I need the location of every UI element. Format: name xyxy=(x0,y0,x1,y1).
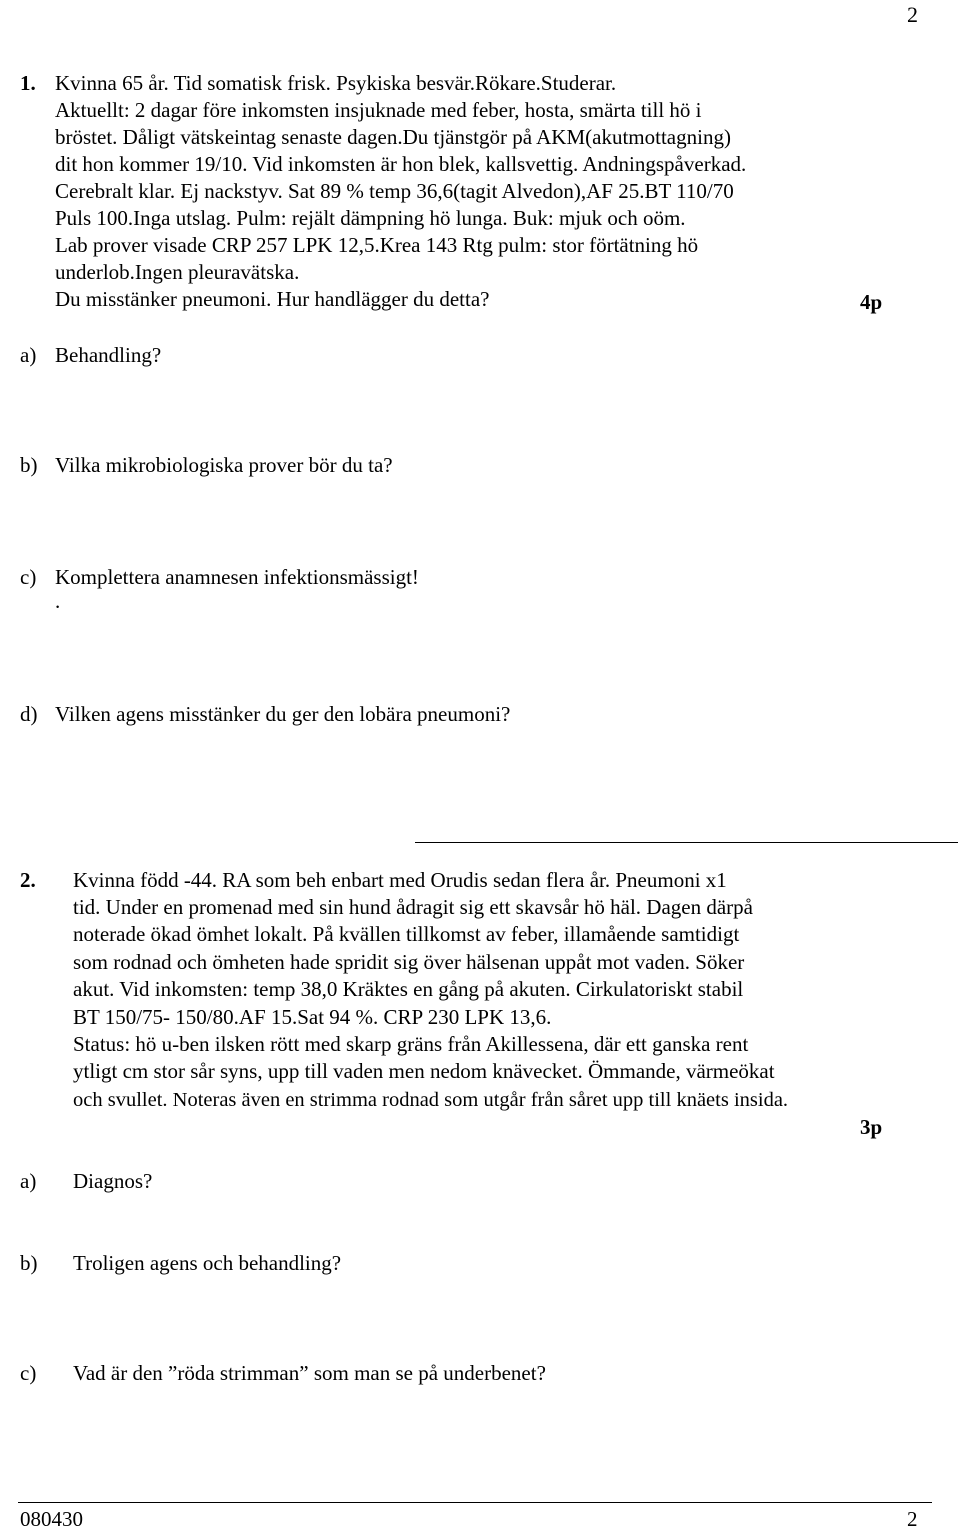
q2-line: ytligt cm stor sår syns, upp till vaden men nedom knävecket. Ömmande, värmeökat xyxy=(73,1059,775,1083)
q2-line: BT 150/75- 150/80.AF 15.Sat 94 %. CRP 230 LPK 13,6. xyxy=(73,1005,552,1029)
q2-line: Status: hö u-ben ilsken rött med skarp gräns från Akillessena, där ett ganska rent xyxy=(73,1032,749,1056)
question-2-number: 2. xyxy=(20,868,36,892)
sub-label: c) xyxy=(20,1361,37,1385)
q2-line: akut. Vid inkomsten: temp 38,0 Kräktes en gång på akuten. Cirkulatoriskt stabil xyxy=(73,977,744,1001)
q1-line: Kvinna 65 år. Tid somatisk frisk. Psykiska besvär.Rökare.Studerar. xyxy=(55,71,617,95)
header-page-number: 2 xyxy=(907,2,918,27)
sub-label: b) xyxy=(20,1251,38,1275)
q2-line: Kvinna född -44. RA som beh enbart med Orudis sedan flera år. Pneumoni x1 xyxy=(73,868,727,892)
footer-rule xyxy=(18,1502,932,1503)
q2-sub-b xyxy=(20,1251,342,1276)
q1-sub-c xyxy=(20,565,419,590)
question-1-number: 1. xyxy=(20,71,36,95)
q1-line: dit hon kommer 19/10. Vid inkomsten är hon blek, kallsvettig. Andningspåverkad. xyxy=(55,152,747,176)
q1-line: Lab prover visade CRP 257 LPK 12,5.Krea 143 Rtg pulm: stor förtätning hö xyxy=(55,233,699,257)
q1-sub-a xyxy=(20,343,162,368)
q2-line: noterade ökad ömhet lokalt. På kvällen tillkomst av feber, illamående samtidigt xyxy=(73,922,740,946)
q2-sub-c xyxy=(20,1361,546,1386)
q2-sub-a xyxy=(20,1169,153,1194)
q1-line: Cerebralt klar. Ej nackstyv. Sat 89 % temp 36,6(tagit Alvedon),AF 25.BT 110/70 xyxy=(55,179,734,203)
q1-line: Aktuellt: 2 dagar före inkomsten insjuknade med feber, hosta, smärta till hö i xyxy=(55,98,702,122)
sub-label: a) xyxy=(20,343,37,367)
q1-sub-b xyxy=(20,453,393,478)
sub-text: Behandling? xyxy=(55,343,162,367)
sub-text: Diagnos? xyxy=(73,1169,153,1193)
sub-label: d) xyxy=(20,702,38,726)
q2-line: tid. Under en promenad med sin hund ådragit sig ett skavsår hö häl. Dagen därpå xyxy=(73,895,753,919)
q1-line: underlob.Ingen pleuravätska. xyxy=(55,260,300,284)
q1-line: Puls 100.Inga utslag. Pulm: rejält dämpning hö lunga. Buk: mjuk och oöm. xyxy=(55,206,686,230)
section-divider xyxy=(415,842,958,843)
question-1-points: 4p xyxy=(860,290,883,314)
sub-label: a) xyxy=(20,1169,37,1193)
sub-label: b) xyxy=(20,453,38,477)
question-2-points: 3p xyxy=(860,1115,883,1139)
sub-text: Vilka mikrobiologiska prover bör du ta? xyxy=(55,453,393,477)
q2-line: och svullet. Noteras även en strimma rodnad som utgår från såret upp till knäets insida. xyxy=(73,1089,789,1111)
sub-label: c) xyxy=(20,565,37,589)
sub-text: Komplettera anamnesen infektionsmässigt! xyxy=(55,565,419,589)
q1-line: bröstet. Dåligt vätskeintag senaste dagen.Du tjänstgör på AKM(akutmottagning) xyxy=(55,125,731,149)
sub-text: Vad är den ”röda strimman” som man se på underbenet? xyxy=(73,1361,546,1385)
q2-line: som rodnad och ömheten hade spridit sig över hälsenan uppåt mot vaden. Söker xyxy=(73,950,745,974)
sub-text: Troligen agens och behandling? xyxy=(73,1251,342,1275)
q1-line: Du misstänker pneumoni. Hur handlägger du detta? xyxy=(55,287,490,311)
sub-text: Vilken agens misstänker du ger den lobära pneumoni? xyxy=(55,702,511,726)
footer-date-code: 080430 xyxy=(20,1507,83,1531)
footer-page-number: 2 xyxy=(907,1507,918,1531)
q1-sub-d xyxy=(20,702,511,727)
stray-dot: . xyxy=(55,589,61,613)
